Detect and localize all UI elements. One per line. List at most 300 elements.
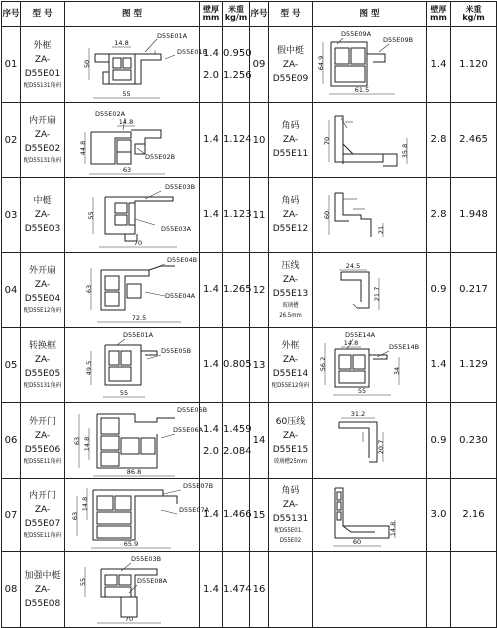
right-model-cell [269,103,313,178]
profile-chamber [127,284,141,298]
profile-chamber [97,512,131,524]
dim-width: 55 [357,386,367,395]
left-row-number: 02 [2,103,21,178]
profile-chamber [105,575,117,585]
header-figure: 图 型 [65,2,200,27]
part-code-a: D55E06A [173,425,204,434]
right-figure-cell [313,253,427,328]
left-model-cell [21,328,65,403]
dim-height: 20.7 [377,439,385,454]
left-figure-cell [65,253,200,328]
profile-chamber [335,48,349,64]
dim-width: 63 [122,165,132,174]
right-model-cell [269,328,313,403]
part-code-a: D55E04A [165,291,196,300]
profile-drawing [313,254,425,327]
right-weight-cell [451,403,497,479]
profile-drawing [313,329,425,402]
dim-height: 63 [85,284,93,293]
wall-thickness-value: 1.4 [203,284,219,295]
header-weight-right: 米重 kg/m [451,2,497,27]
left-model-cell [21,178,65,253]
table-row [2,328,497,403]
right-figure-cell [313,103,427,178]
dim-small: 14.8 [81,496,89,511]
profile-detail [337,38,343,44]
profile-chamber [101,452,119,466]
meter-weight-value: 2.16 [462,509,485,520]
header-model: 型 号 [21,2,65,27]
profile-outline [341,272,361,302]
profile-chamber [113,58,121,68]
profile-detail [165,55,175,59]
profile-chamber [121,351,131,365]
left-model-cell [21,403,65,479]
profile-drawing [313,553,425,627]
profile-chamber [103,72,109,84]
profile-code: ZA-D55E03 [24,210,61,234]
right-weight-cell [451,328,497,403]
dim-height: 49.5 [85,360,93,375]
profile-chamber [113,70,131,80]
profile-note: 配D55E01、D55E02 [274,527,307,544]
left-figure-cell [65,479,214,552]
profile-note: 配D55131角码 [23,382,62,389]
left-weight-cell [223,27,250,103]
profile-chamber [105,276,119,290]
header-thickness-right: 壁厚 mm [427,2,451,27]
right-weight-cell [451,253,497,328]
table-row [2,253,497,328]
dim-width: 86.8 [126,467,142,476]
right-figure-cell [313,178,427,253]
profile-name: 加强中梃 [24,570,61,581]
profile-chamber [123,58,131,68]
profile-note: 配D55131角码 [23,157,62,164]
part-code-b: D55E02B [145,152,176,161]
part-code-b: D55E03B [131,554,162,563]
right-row-number: 12 [250,253,269,328]
profile-name: 中梃 [33,196,52,206]
meter-weight-value: 2.084 [223,445,252,457]
right-model-cell [269,552,313,628]
dim-height: 63 [73,436,81,445]
meter-weight-value: 1.129 [459,359,488,370]
dim-width: 21 [377,225,385,234]
profile-drawing [65,179,198,252]
profile-drawing [65,104,198,177]
left-thickness-cell [200,552,223,628]
dim-height: 64.9 [317,55,325,70]
left-row-number: 06 [2,403,21,479]
header-no: 序号 [2,2,21,27]
part-code-a: D55E08A [137,576,168,585]
part-code-b: D55E14B [389,342,420,351]
profile-detail [161,510,177,514]
left-model-cell [21,103,65,178]
dim-height: 14.8 [389,521,397,536]
dim-width: 72.5 [131,313,147,322]
right-figure-cell [313,403,427,479]
profile-note: 配D55E12角码 [23,307,62,314]
wall-thickness-value: 2.0 [203,69,219,81]
left-row-number: 03 [2,178,21,253]
profile-note: 玻璃槽25mm [273,457,308,465]
right-figure-cell [313,328,427,403]
dim-height: 50 [83,59,91,68]
profile-name: 外开扇 [28,266,56,276]
right-thickness-cell [427,103,451,178]
dim-height: 55 [79,577,87,586]
wall-thickness-value: 2.8 [430,134,447,145]
left-weight-cell [223,103,250,178]
profile-name: 内开扇 [28,116,56,126]
part-code-a: D55E07A [179,505,210,514]
profile-name: 压线 [281,261,300,271]
profile-code: ZA-D55E05 [24,355,61,379]
profile-outline [343,526,375,532]
right-thickness-cell [427,403,451,479]
profile-chamber [109,367,131,381]
profile-drawing [65,329,198,402]
wall-thickness-value: 3.0 [430,509,447,520]
part-code-a: D55E03A [161,224,192,233]
profile-code: ZA-D55E12 [272,210,309,234]
corner-outline [335,193,371,237]
profile-note: 配D55131角码 [23,81,62,89]
profile-outline [343,144,353,154]
profile-drawing [313,404,425,478]
profile-chamber [351,48,365,64]
dim-width: 70 [133,238,143,247]
right-figure-cell [313,27,427,103]
part-code-b: D55E04B [167,255,198,264]
profile-chamber [115,203,127,213]
profile-chamber [339,355,351,369]
right-figure-cell [313,479,427,552]
right-weight-cell [451,103,497,178]
left-figure-cell [65,27,208,103]
left-row-number: 05 [2,328,21,403]
dim-width: 70 [124,614,134,623]
part-code-a: D55E09A [341,29,372,38]
profile-chamber [117,152,131,164]
left-model-cell [21,253,65,328]
corner-outline [335,116,383,162]
wall-thickness-value: 1.4 [203,134,219,145]
left-row-number: 01 [2,27,21,103]
dim-width: 61.5 [354,85,370,94]
part-code-b: D55E06B [177,405,208,414]
profile-drawing [65,404,208,478]
left-model-cell [21,552,65,628]
profile-code: ZA-D55E15 [272,430,309,455]
right-model-cell [269,178,313,253]
profile-detail [121,563,131,571]
profile-outline [149,266,175,270]
profile-code: ZA-D55E11 [272,135,309,159]
profile-detail [129,585,137,593]
right-model-cell [269,403,313,479]
meter-weight-value: 1.120 [459,58,488,70]
wall-thickness-value: 0.9 [430,284,447,295]
wall-thickness-value: 1.4 [203,509,219,520]
dim-width: 60 [352,537,362,546]
meter-weight-value: 1.265 [223,284,252,295]
profile-chamber [337,512,341,520]
header-thickness: 壁厚 mm [200,2,223,27]
profile-catalog-table [1,1,497,628]
profile-chamber [337,502,341,510]
profile-drawing [65,480,214,551]
part-code-a: D55E02A [95,109,126,118]
profile-name: 外框 [281,341,300,351]
right-row-number: 09 [250,27,269,103]
profile-detail [353,304,357,308]
part-code-a: D55E14A [345,330,376,339]
wall-thickness-value: 2.0 [203,445,219,457]
profile-code: ZA-D55E09 [272,59,309,84]
wall-thickness-value: 1.4 [430,359,447,370]
wall-thickness-value: 1.4 [203,209,219,220]
meter-weight-value: 1.256 [223,69,252,81]
meter-weight-value: 1.948 [459,209,488,220]
left-thickness-cell [200,328,223,403]
dim-height: 21.7 [373,286,381,301]
profile-code: ZA-D55E08 [24,584,61,609]
right-thickness-cell [427,552,451,628]
profile-chamber [109,351,119,365]
right-thickness-cell [427,178,451,253]
profile-outline [135,54,161,84]
profile-chamber [97,496,113,510]
meter-weight-value: 0.805 [223,359,252,370]
left-weight-cell [223,328,250,403]
profile-drawing [313,104,425,177]
dim-width: 55 [119,388,129,397]
dim-width: 24.5 [345,261,361,270]
profile-note: 玻璃槽26.5mm [279,302,302,319]
header-no-right: 序号 [250,2,269,27]
right-thickness-cell [427,253,451,328]
profile-chamber [117,140,131,152]
left-figure-cell [65,328,200,403]
meter-weight-value: 0.230 [459,434,488,446]
profile-detail [161,434,175,438]
profile-outline [369,355,387,359]
profile-code: ZA-D55E13 [272,275,309,299]
profile-outline [91,132,131,164]
profile-outline [339,422,369,458]
right-thickness-cell [427,328,451,403]
wall-thickness-value: 2.8 [430,209,447,220]
profile-drawing [65,254,198,327]
table-row [2,479,497,552]
profile-code: ZA-D55E01 [24,54,61,79]
part-code-b: D55E01B [177,47,208,56]
meter-weight-value: 2.465 [459,134,488,145]
right-row-number: 13 [250,328,269,403]
right-weight-cell [451,178,497,253]
profile-chamber [129,203,135,225]
left-thickness-cell [200,103,223,178]
profile-outline [367,54,385,62]
wall-thickness-value: 1.4 [430,58,447,70]
left-thickness-cell [200,27,223,103]
profile-outline [163,496,177,504]
dim-height: 55 [87,210,95,220]
profile-code: ZA-D55E14 [272,355,309,379]
right-row-number: 16 [250,552,269,628]
dim-small: 14.8 [83,436,91,451]
right-model-cell [269,253,313,328]
left-figure-cell [65,552,200,628]
profile-chamber [353,355,365,369]
profile-detail [379,44,389,52]
dim-width: 55 [122,89,131,98]
table-row [2,403,497,479]
meter-weight-value: 1.123 [223,209,252,220]
profile-note: 配D55E12角码 [271,382,310,389]
dim-height: 44.8 [79,140,87,155]
corner-outline [335,488,389,538]
profile-detail [137,148,145,154]
left-row-number: 04 [2,253,21,328]
profile-chamber [105,587,131,597]
profile-drawing [65,553,198,627]
left-model-cell [21,27,65,103]
profile-note: 配D55E11角码 [23,532,62,539]
profile-name: 内开门 [28,491,56,501]
dim-width-small: 14.8 [343,338,359,347]
meter-weight-value: 1.459 [223,423,252,435]
right-model-cell [269,27,313,103]
right-row-number: 14 [250,403,269,479]
part-code-b: D55E07B [183,481,214,490]
profile-name: 60压线 [275,416,306,427]
profile-detail [145,191,161,199]
profile-outline [383,154,397,166]
part-code-b: D55E03B [165,182,196,191]
profile-name: 角码 [281,196,300,206]
meter-weight-value: 1.124 [223,134,252,145]
profile-chamber [337,492,341,500]
dim-width-small: 14.8 [118,117,134,126]
meter-weight-value: 1.474 [223,583,252,595]
left-weight-cell [223,253,250,328]
header-weight: 米重 kg/m [223,2,250,27]
profile-outline [93,490,163,540]
dim-width: 31.2 [350,409,366,418]
profile-note: 配D55E11角码 [23,457,62,465]
left-thickness-cell [200,178,223,253]
profile-chamber [141,438,155,454]
left-weight-cell [223,178,250,253]
profile-name: 角码 [281,486,300,496]
dim-width-small: 14.8 [114,38,129,47]
part-code-a: D55E01A [157,31,188,40]
dim-small: 34 [393,366,401,375]
profile-chamber [101,436,119,450]
profile-chamber [115,215,127,225]
profile-detail [145,292,165,296]
profile-drawing [313,179,425,252]
wall-thickness-value: 1.4 [203,359,219,370]
profile-chamber [121,597,137,617]
header-figure-right: 图 型 [313,2,427,27]
part-code-b: D55E09B [383,35,414,44]
right-row-number: 10 [250,103,269,178]
left-figure-cell [65,403,208,479]
profile-outline [335,193,349,221]
dim-height: 56.2 [319,356,327,371]
part-code-b: D55E05B [161,346,192,355]
meter-weight-value: 1.466 [223,509,252,520]
table-row [2,552,497,628]
dim-height: 63 [71,511,79,520]
table-row [2,103,497,178]
profile-detail [163,490,181,494]
table-row [2,178,497,253]
left-thickness-cell [200,253,223,328]
right-row-number: 11 [250,178,269,253]
profile-outline [95,54,109,62]
left-weight-cell [223,403,250,479]
right-row-number: 15 [250,479,269,552]
profile-name: 转换框 [28,341,56,351]
header-model-right: 型 号 [269,2,313,27]
profile-drawing [65,28,208,102]
profile-chamber [119,575,131,585]
wall-thickness-value: 1.4 [203,423,219,435]
profile-name: 假中梃 [276,45,304,56]
left-weight-cell [223,479,250,552]
profile-chamber [121,438,139,454]
right-weight-cell [451,552,497,628]
profile-name: 外框 [33,40,52,51]
profile-chamber [339,371,365,383]
profile-code: ZA-D55131 [272,500,309,524]
meter-weight-value: 0.217 [459,284,488,295]
profile-chamber [101,418,119,434]
profile-detail [147,355,161,359]
dim-height: 60 [323,210,331,219]
right-weight-cell [451,27,497,103]
profile-code: ZA-D55E06 [24,430,61,455]
profile-chamber [105,292,119,306]
header-row [2,2,497,27]
profile-chamber [97,526,131,538]
left-row-number: 07 [2,479,21,552]
left-row-number: 08 [2,552,21,628]
dim-width: 65.9 [123,539,139,548]
meter-weight-value: 0.950 [223,47,252,59]
profile-outline [141,351,157,355]
profile-code: ZA-D55E04 [24,280,61,304]
profile-drawing [313,28,425,102]
profile-name: 角码 [281,121,300,131]
profile-code: ZA-D55E02 [24,130,61,154]
dim-width: 35.8 [401,143,409,158]
wall-thickness-value: 1.4 [203,47,219,59]
wall-thickness-value: 1.4 [203,583,219,595]
profile-detail [117,339,125,345]
right-figure-cell [313,552,427,628]
right-thickness-cell [427,479,451,552]
profile-detail [135,219,155,225]
profile-chamber [335,66,365,82]
profile-drawing [313,480,425,551]
